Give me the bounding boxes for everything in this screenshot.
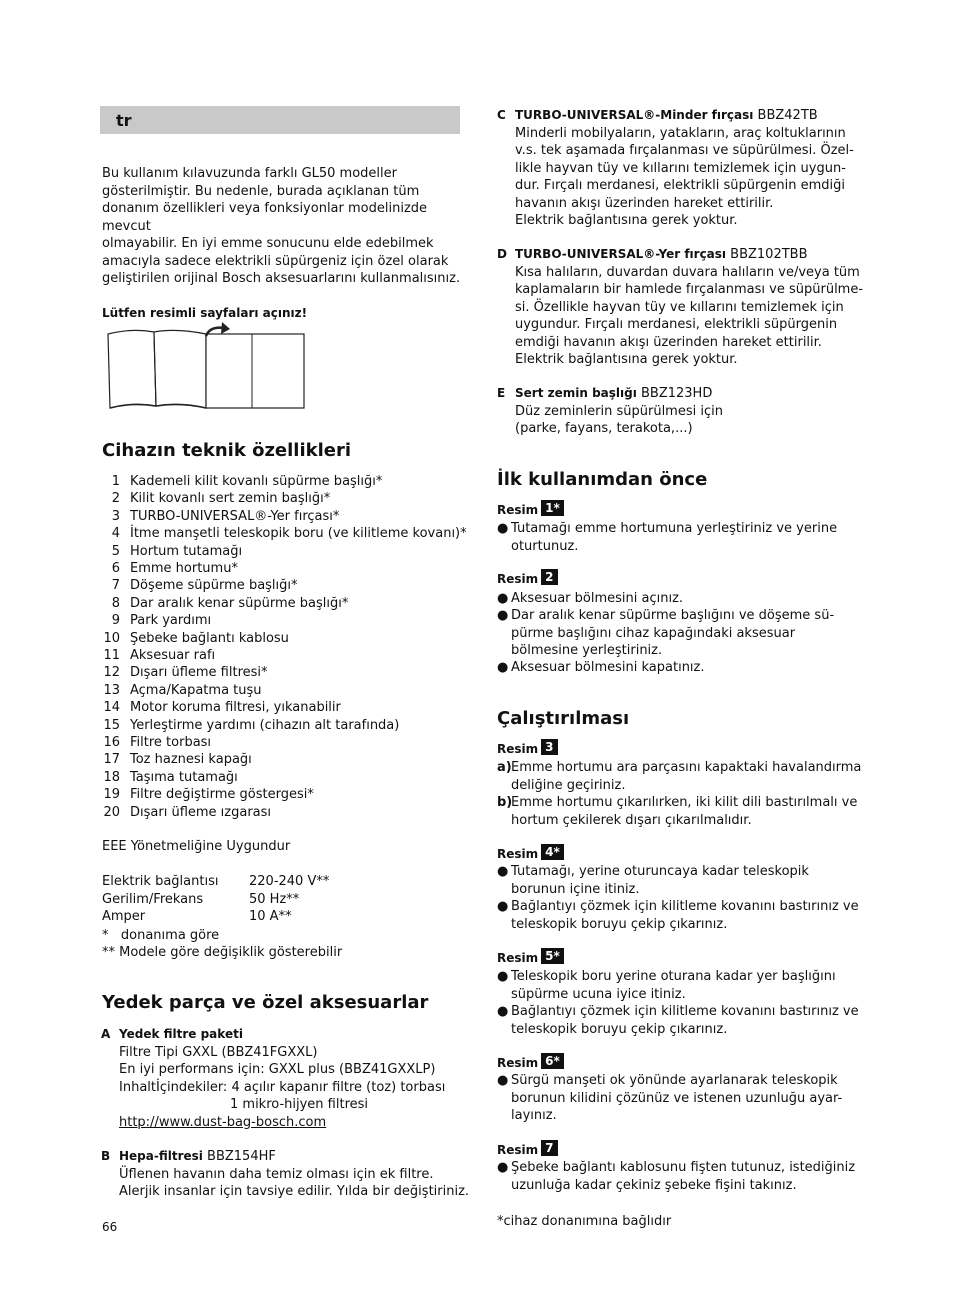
figure-ref-2: Resim 2 (497, 569, 558, 586)
step-b: b) Emme hortumu çıkarılırken, iki kilit dili bastırılmalı ve hortum çekilerek dışarı çıkarılmalıdır. (497, 795, 858, 828)
figure-ref-3: Resim 3 (497, 739, 558, 756)
dust-bag-link[interactable]: http://www.dust-bag-bosch.com (119, 1114, 327, 1130)
list-item: ● Sürgü manşeti ok yönünde ayarlanarak teleskopik borunun kilidini çözünüz ve istenen uzunluğu ayar- layınız. (497, 1073, 843, 1123)
page-number: 66 (102, 1220, 118, 1234)
intro-paragraph (102, 165, 462, 288)
figure-ref-7: Resim 7 (497, 1140, 558, 1157)
accessory-b: B Hepa-filtresi BBZ154HF Üflenen havanın daha temiz olması için ek filtre. Alerjik insanlar için tavsiye edilir. Yılda bir değiştiriniz. (101, 1149, 470, 1199)
intro-line: olmayabilir. En iyi emme sonucunu elde edebilmek (102, 236, 434, 251)
intro-line: gösterilmiştir. Bu nedenle, burada açıklanan tüm (102, 183, 420, 199)
intro-line: geliştirilen orijinal Bosch aksesuarlarını kullanmalısınız. (102, 271, 461, 286)
section-title-operation: Çalıştırılması (497, 708, 630, 729)
list-item: ● Aksesuar bölmesini açınız. (497, 591, 684, 606)
intro-line: Bu kullanım kılavuzunda farklı GL50 modeller (102, 166, 397, 181)
footnote-equipment: * donanıma göre (102, 928, 220, 943)
open-book-illustration (102, 322, 312, 412)
section-title-tech: Cihazın teknik özellikleri (102, 440, 352, 461)
list-item: ● Dar aralık kenar süpürme başlığını ve döşeme sü- pürme başlığını cihaz kapağındaki aksesuar bölmesine yerleştiriniz. (497, 608, 835, 658)
list-item: ● Teleskopik boru yerine oturana kadar yer başlığını süpürme ucuna iyice itiniz. (497, 969, 836, 1002)
accessory-c: C TURBO-UNIVERSAL®-Minder fırçası BBZ42TB Minderli mobilyaların, yatakların, araç koltuklarının v.s. tek aşamada fırçalanması ve süpürülmesi. Özel- likle hayvan tüy ve kıllarını temizlemek için uygun- dur. Fırçalı merdanesi, elektrikli süpürgenin emdiği havanın akışı üzerinden hareket ettirilir. Elektrik bağlantısına gerek yoktur. (497, 108, 854, 228)
accessory-e: E Sert zemin başlığı BBZ123HD Düz zeminlerin süpürülmesi için (parke, fayans, terakota,...) (497, 386, 723, 436)
figure-ref-1: Resim 1* (497, 500, 564, 517)
figure-ref-5: Resim 5* (497, 948, 564, 965)
open-pages-note: Lütfen resimli sayfaları açınız! (102, 306, 308, 320)
accessory-a: A Yedek filtre paketi Filtre Tipi GXXL (BBZ41FGXXL) En iyi performans için: GXXL plus (BBZ41GXXLP) Inhaltİçindekiler: 4 açılır kapanır filtre (toz) torbası 1 mikro-hijyen filtresi http://www.dust-bag-bosch.com (101, 1027, 446, 1130)
footnote-model: ** Modele göre değişiklik gösterebilir (102, 945, 343, 960)
parts-list: 1 Kademeli kilit kovanlı süpürme başlığı* 2 Kilit kovanlı sert zemin başlığı* 3 TURBO-UNIVERSAL®-Yer fırçası* 4 İtme manşetli teleskopik boru (ve kilitleme kovanı)* 5 Hortum tutamağı 6 Emme hortumu* 7 Döşeme süpürme başlığı* 8 Dar aralık kenar süpürme başlığı* 9 Park yardımı 10 Şebeke bağlantı kablosu 11 Aksesuar rafı 12 Dışarı üfleme filtresi* 13 Açma/Kapatma tuşu 14 Motor koruma filtresi, yıkanabilir 15 Yerleştirme yardımı (cihazın alt tarafında) 16 Filtre torbası 17 Toz haznesi kapağı 18 Taşıma tutamağı 19 Filtre değiştirme göstergesi* 20 Dışarı üfleme ızgarası (103, 474, 467, 820)
accessory-d: D TURBO-UNIVERSAL®-Yer fırçası BBZ102TBB Kısa halıların, duvardan duvara halıların ve/veya tüm kaplamaların bir hamlede fırçalanması ve süpürülme- si. Özellikle hayvan tüy ve kıllarını temizlemek için uygundur. Fırçalı merdanesi, elektrikli süpürgenin emdiği havanın akışı üzerinden hareket ettirilir. Elektrik bağlantısına gerek yoktur. (497, 247, 864, 367)
step-a: a) Emme hortumu ara parçasını kapaktaki havalandırma deliğine geçiriniz. (497, 760, 862, 793)
list-item: ● Aksesuar bölmesini kapatınız. (497, 660, 705, 675)
figure-ref-6: Resim 6* (497, 1053, 564, 1070)
footnote-right: *cihaz donanımına bağlıdır (497, 1214, 672, 1229)
language-bar (100, 106, 460, 134)
figure-ref-4: Resim 4* (497, 844, 564, 861)
list-item: ● Bağlantıyı çözmek için kilitleme kovanını bastırınız ve teleskopik boruyu çekip çıkarınız. (497, 899, 859, 932)
list-item: ● Bağlantıyı çözmek için kilitleme kovanını bastırınız ve teleskopik boruyu çekip çıkarınız. (497, 1004, 859, 1037)
section-title-spare: Yedek parça ve özel aksesuarlar (102, 992, 429, 1013)
list-item: ● Tutamağı emme hortumuna yerleştiriniz ve yerine oturtunuz. (497, 521, 838, 554)
spec-table: Elektrik bağlantısı 220-240 V** Gerilim/Frekans 50 Hz** Amper 10 A** (102, 874, 330, 924)
language-code: tr (116, 111, 132, 130)
intro-line: amacıyla sadece elektrikli süpürgeniz için özel olarak (102, 253, 449, 269)
section-title-first-use: İlk kullanımdan önce (497, 469, 708, 490)
list-item: ● Şebeke bağlantı kablosunu fişten tutunuz, istediğiniz uzunluğa kadar çekiniz şebeke fişini takınız. (497, 1160, 856, 1193)
eee-compliance: EEE Yönetmeliğine Uygundur (102, 839, 291, 854)
intro-line: donanım özellikleri veya fonksiyonlar modelinizde mevcut (102, 201, 428, 234)
list-item: ● Tutamağı, yerine oturuncaya kadar teleskopik borunun içine itiniz. (497, 864, 809, 897)
